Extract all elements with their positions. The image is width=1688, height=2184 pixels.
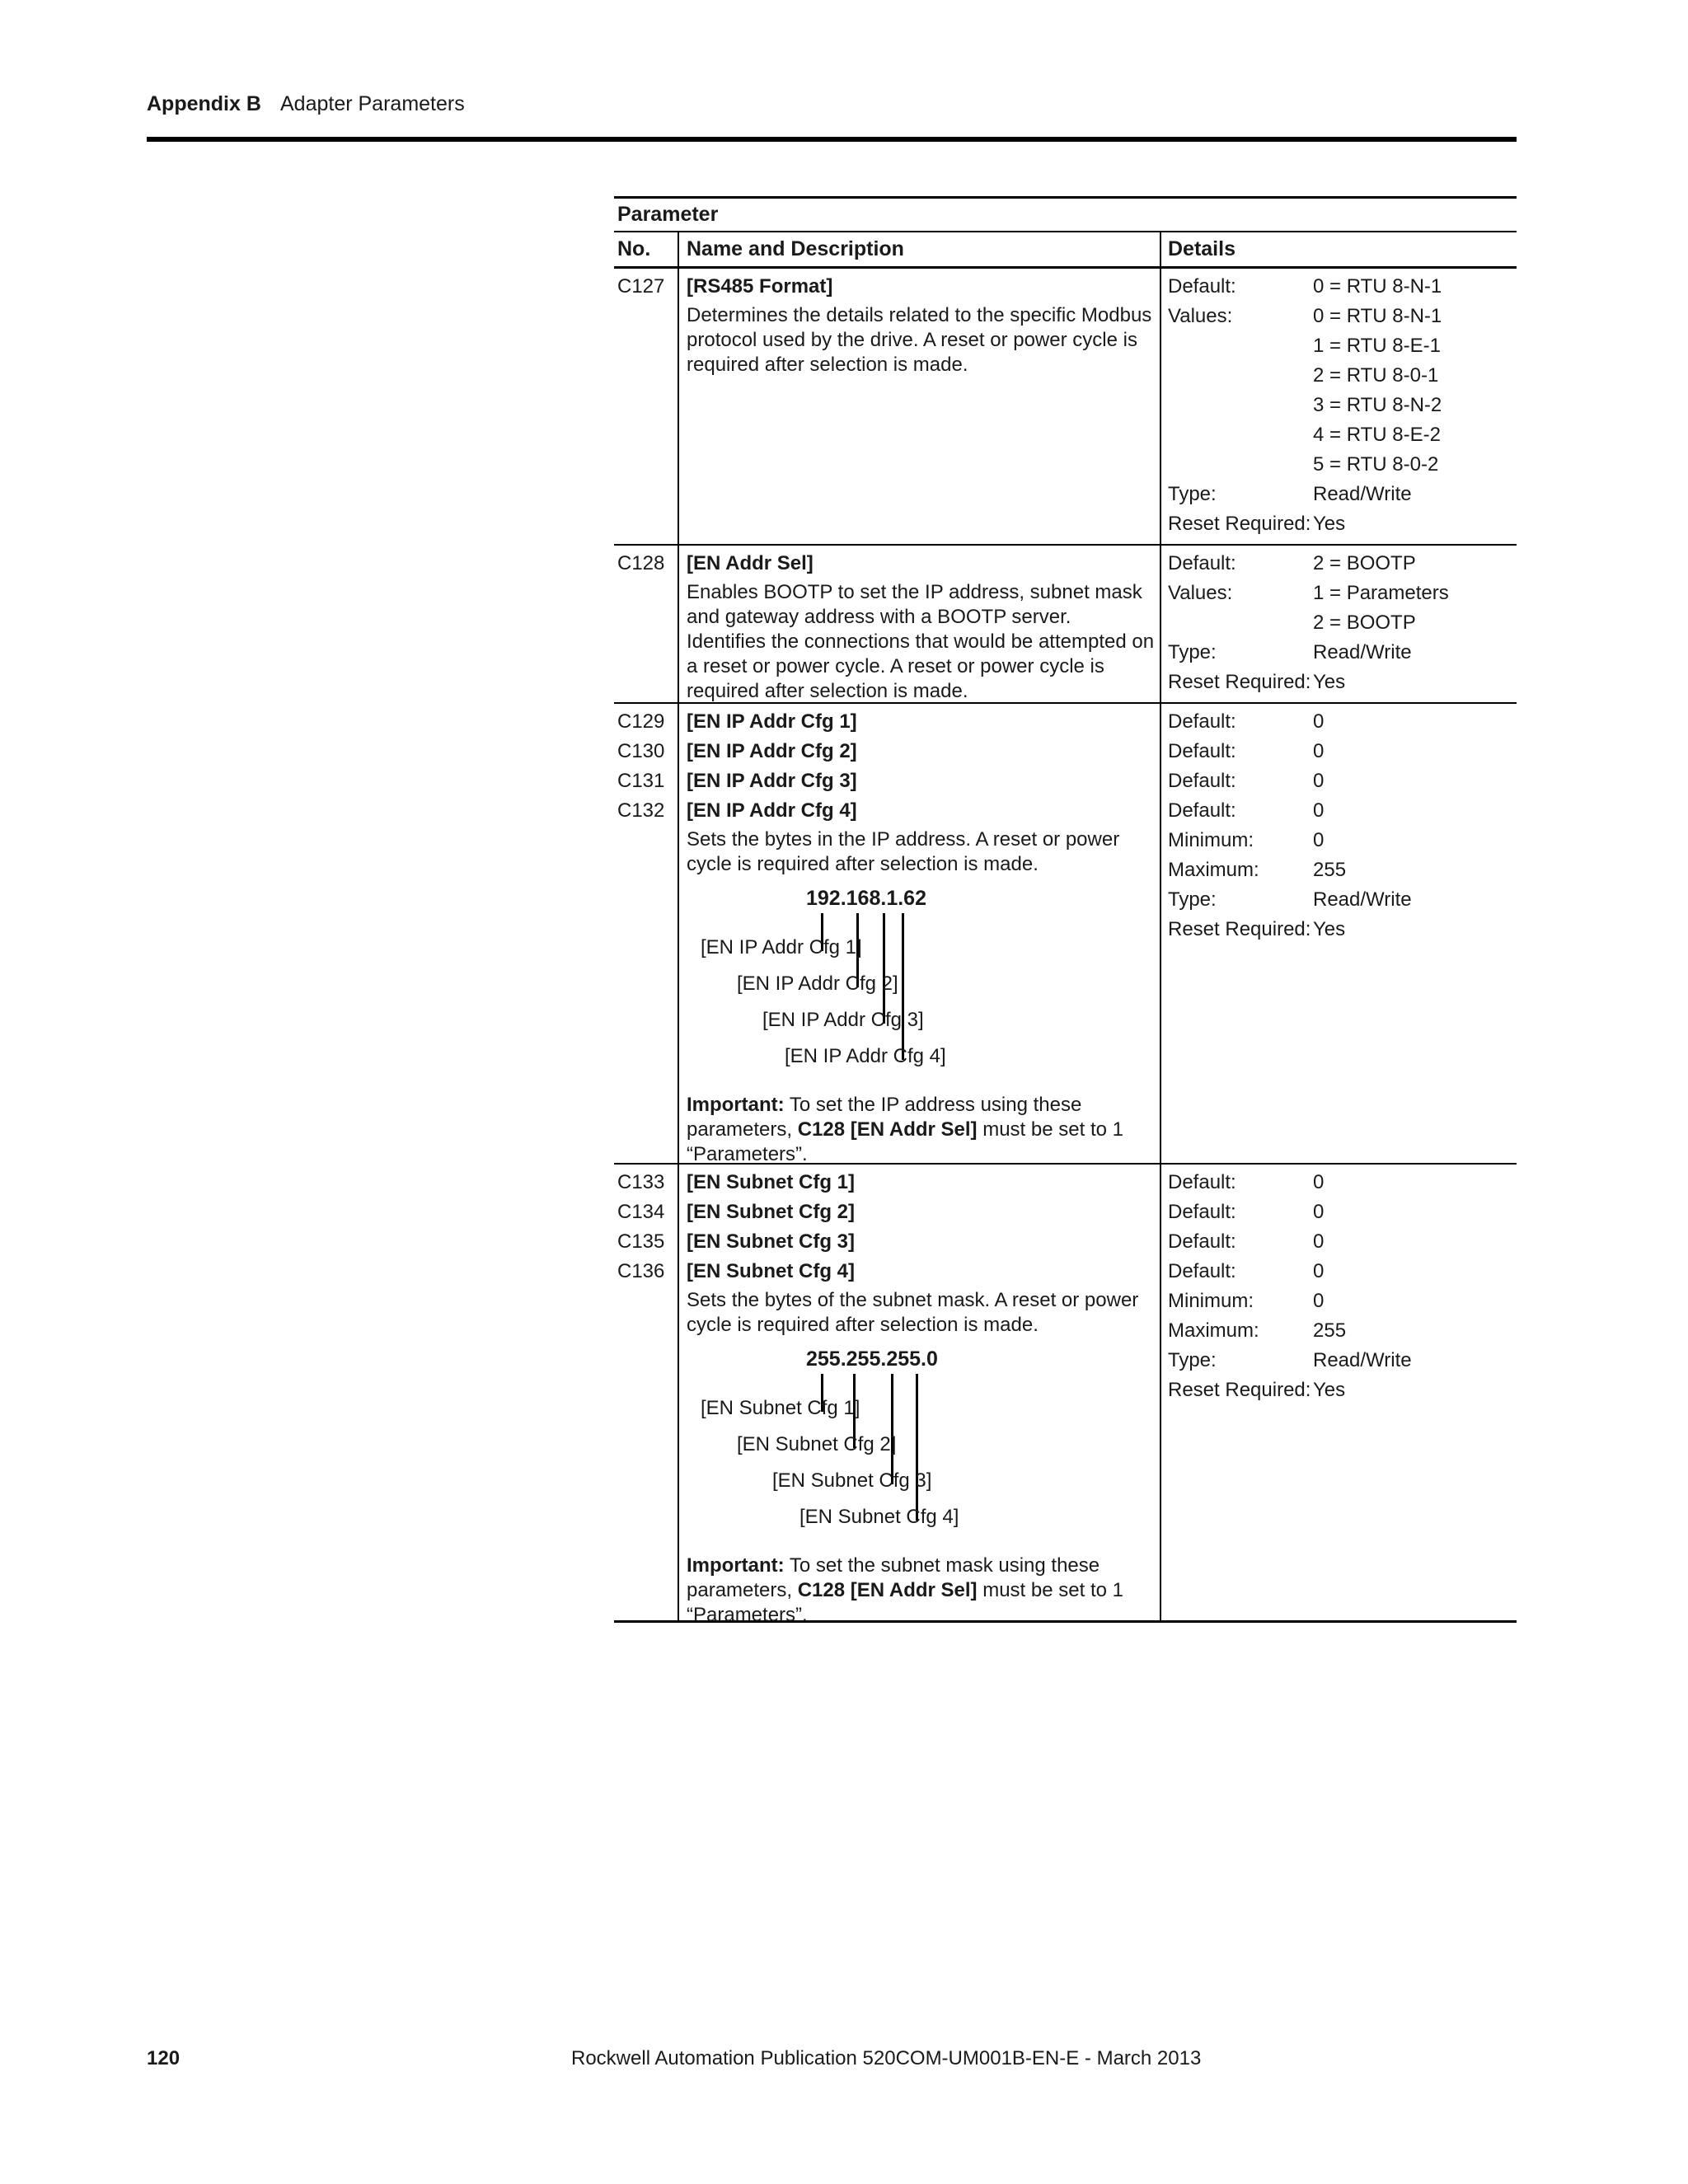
detail-value: 255 (1313, 859, 1347, 881)
ip-address-value: 192.168.1.62 (806, 887, 926, 910)
detail-key: Values: (1168, 305, 1233, 327)
param-description (687, 549, 1155, 704)
param-number: C131 (617, 770, 665, 792)
column-header-name: Name and Description (687, 237, 904, 260)
detail-value: 1 = RTU 8-E-1 (1313, 335, 1441, 357)
param-name: [EN Subnet Cfg 3] (687, 1230, 855, 1253)
detail-value: Yes (1313, 671, 1346, 693)
param-number: C129 (617, 710, 665, 733)
param-number: C133 (617, 1171, 665, 1193)
important-text: must be set to 1 “Parameters”. (687, 1579, 1123, 1626)
detail-key: Type: (1168, 1349, 1217, 1371)
param-numbers (617, 707, 664, 826)
table-row (614, 704, 1517, 1165)
detail-key: Default: (1168, 740, 1236, 762)
param-name: [EN IP Addr Cfg 2] (687, 740, 857, 762)
diagram-label: [EN IP Addr Cfg 2] (737, 972, 898, 995)
detail-value: Read/Write (1313, 483, 1412, 505)
diagram-label: [EN Subnet Cfg 3] (772, 1469, 932, 1492)
detail-key (1168, 361, 1313, 391)
detail-value: 2 = BOOTP (1313, 552, 1416, 574)
description-text: Sets the bytes of the subnet mask. A reset or power cycle is required after selection is made. (687, 1289, 1139, 1336)
detail-key: Maximum: (1168, 1319, 1259, 1342)
param-name: [EN IP Addr Cfg 3] (687, 770, 857, 792)
detail-value: Yes (1313, 513, 1346, 535)
diagram-label: [EN IP Addr Cfg 3] (762, 1009, 924, 1031)
chapter-label: Appendix B (147, 92, 261, 115)
detail-key (1168, 450, 1313, 480)
param-name: [EN Subnet Cfg 2] (687, 1201, 855, 1223)
detail-value: 0 (1313, 710, 1325, 733)
detail-key: Maximum: (1168, 859, 1259, 881)
important-ref: C128 [EN Addr Sel] (797, 1579, 978, 1601)
param-number: C127 (617, 275, 665, 298)
detail-key: Type: (1168, 888, 1217, 911)
detail-value: Read/Write (1313, 641, 1412, 663)
param-number: C136 (617, 1260, 665, 1282)
param-number: C132 (617, 799, 665, 822)
table-header (614, 232, 1517, 269)
table-row (614, 546, 1517, 704)
detail-value: 2 = BOOTP (1313, 612, 1416, 634)
detail-value: 0 (1313, 829, 1325, 851)
detail-key (1168, 420, 1313, 450)
detail-key (1168, 331, 1313, 361)
table-caption: Parameter (614, 199, 1517, 232)
subnet-mask-value: 255.255.255.0 (806, 1347, 938, 1371)
column-header-details: Details (1168, 237, 1236, 260)
param-details (1168, 272, 1442, 539)
detail-key (1168, 391, 1313, 420)
param-description (687, 1168, 1155, 1628)
diagram-label: [EN Subnet Cfg 4] (799, 1506, 959, 1528)
param-number: C134 (617, 1201, 665, 1223)
param-name: [EN Addr Sel] (687, 552, 814, 574)
detail-value: 0 (1313, 1290, 1325, 1312)
description-text: Enables BOOTP to set the IP address, subnet mask and gateway address with a BOOTP server. Identifies the connections that would be attempted on a reset or power cycle. A reset or power cycle is required after selection is made. (687, 581, 1155, 702)
detail-value: 0 (1313, 1230, 1325, 1253)
param-details (1168, 707, 1412, 944)
detail-value: 255 (1313, 1319, 1347, 1342)
page-header (147, 92, 1517, 142)
important-label: Important: (687, 1554, 785, 1577)
detail-key: Default: (1168, 1230, 1236, 1253)
important-label: Important: (687, 1094, 785, 1116)
param-description (687, 707, 1155, 1167)
param-name: [EN Subnet Cfg 4] (687, 1260, 855, 1282)
param-details (1168, 549, 1449, 697)
publication-info: Rockwell Automation Publication 520COM-UM001B-EN-E - March 2013 (571, 2047, 1202, 2069)
chapter-title: Adapter Parameters (280, 92, 465, 115)
important-text: To set the IP address using these parameters, (687, 1094, 1082, 1141)
detail-key: Default: (1168, 552, 1236, 574)
param-number: C128 (617, 552, 665, 574)
detail-key: Default: (1168, 1260, 1236, 1282)
important-text: To set the subnet mask using these parameters, (687, 1554, 1100, 1601)
description-text: Sets the bytes in the IP address. A reset or power cycle is required after selection is made. (687, 828, 1120, 875)
detail-key: Minimum: (1168, 829, 1254, 851)
detail-key: Reset Required: (1168, 1379, 1311, 1401)
detail-key: Reset Required: (1168, 671, 1311, 693)
diagram-label: [EN Subnet Cfg 2] (737, 1433, 897, 1455)
important-ref: C128 [EN Addr Sel] (797, 1118, 978, 1141)
detail-key: Default: (1168, 799, 1236, 822)
column-header-no: No. (617, 237, 651, 260)
detail-value: 3 = RTU 8-N-2 (1313, 394, 1442, 416)
detail-value: 0 (1313, 770, 1325, 792)
detail-value: 0 (1313, 1201, 1325, 1223)
detail-key (1168, 608, 1313, 638)
detail-key: Default: (1168, 1201, 1236, 1223)
detail-key: Default: (1168, 275, 1236, 298)
param-details (1168, 1168, 1412, 1405)
detail-value: 0 (1313, 1171, 1325, 1193)
diagram-label: [EN IP Addr Cfg 4] (785, 1045, 946, 1067)
detail-value: Yes (1313, 918, 1346, 940)
param-description (687, 272, 1155, 377)
ip-address-diagram (687, 877, 1155, 1093)
detail-key: Type: (1168, 483, 1217, 505)
detail-value: Read/Write (1313, 1349, 1412, 1371)
diagram-label: [EN IP Addr Cfg 1] (701, 936, 862, 958)
table-row (614, 1165, 1517, 1626)
detail-value: 4 = RTU 8-E-2 (1313, 424, 1441, 446)
detail-value: 5 = RTU 8-0-2 (1313, 453, 1439, 476)
detail-value: 0 = RTU 8-N-1 (1313, 305, 1442, 327)
param-number: C130 (617, 740, 665, 762)
detail-value: Yes (1313, 1379, 1346, 1401)
important-note (687, 1554, 1155, 1628)
detail-value: Read/Write (1313, 888, 1412, 911)
detail-key: Reset Required: (1168, 918, 1311, 940)
param-number: C135 (617, 1230, 665, 1253)
detail-value: 0 = RTU 8-N-1 (1313, 275, 1442, 298)
important-note (687, 1093, 1155, 1167)
table-row (614, 269, 1517, 546)
detail-value: 0 (1313, 740, 1325, 762)
param-name: [EN Subnet Cfg 1] (687, 1171, 855, 1193)
detail-value: 1 = Parameters (1313, 582, 1449, 604)
detail-value: 0 (1313, 799, 1325, 822)
param-name: [EN IP Addr Cfg 4] (687, 799, 857, 822)
subnet-mask-diagram (687, 1338, 1155, 1554)
page-number: 120 (147, 2047, 181, 2069)
detail-key: Reset Required: (1168, 513, 1311, 535)
detail-key: Minimum: (1168, 1290, 1254, 1312)
detail-key: Default: (1168, 710, 1236, 733)
parameter-table (614, 196, 1517, 1626)
detail-key: Type: (1168, 641, 1217, 663)
detail-key: Values: (1168, 582, 1233, 604)
detail-value: 2 = RTU 8-0-1 (1313, 364, 1439, 387)
param-name: [EN IP Addr Cfg 1] (687, 710, 857, 733)
description-text: Determines the details related to the specific Modbus protocol used by the drive. A reset or power cycle is required after selection is made. (687, 304, 1152, 376)
important-text: must be set to 1 “Parameters”. (687, 1118, 1123, 1165)
detail-key: Default: (1168, 770, 1236, 792)
detail-value: 0 (1313, 1260, 1325, 1282)
diagram-label: [EN Subnet Cfg 1] (701, 1397, 860, 1419)
detail-key: Default: (1168, 1171, 1236, 1193)
param-numbers (617, 1168, 664, 1286)
param-name: [RS485 Format] (687, 275, 833, 298)
